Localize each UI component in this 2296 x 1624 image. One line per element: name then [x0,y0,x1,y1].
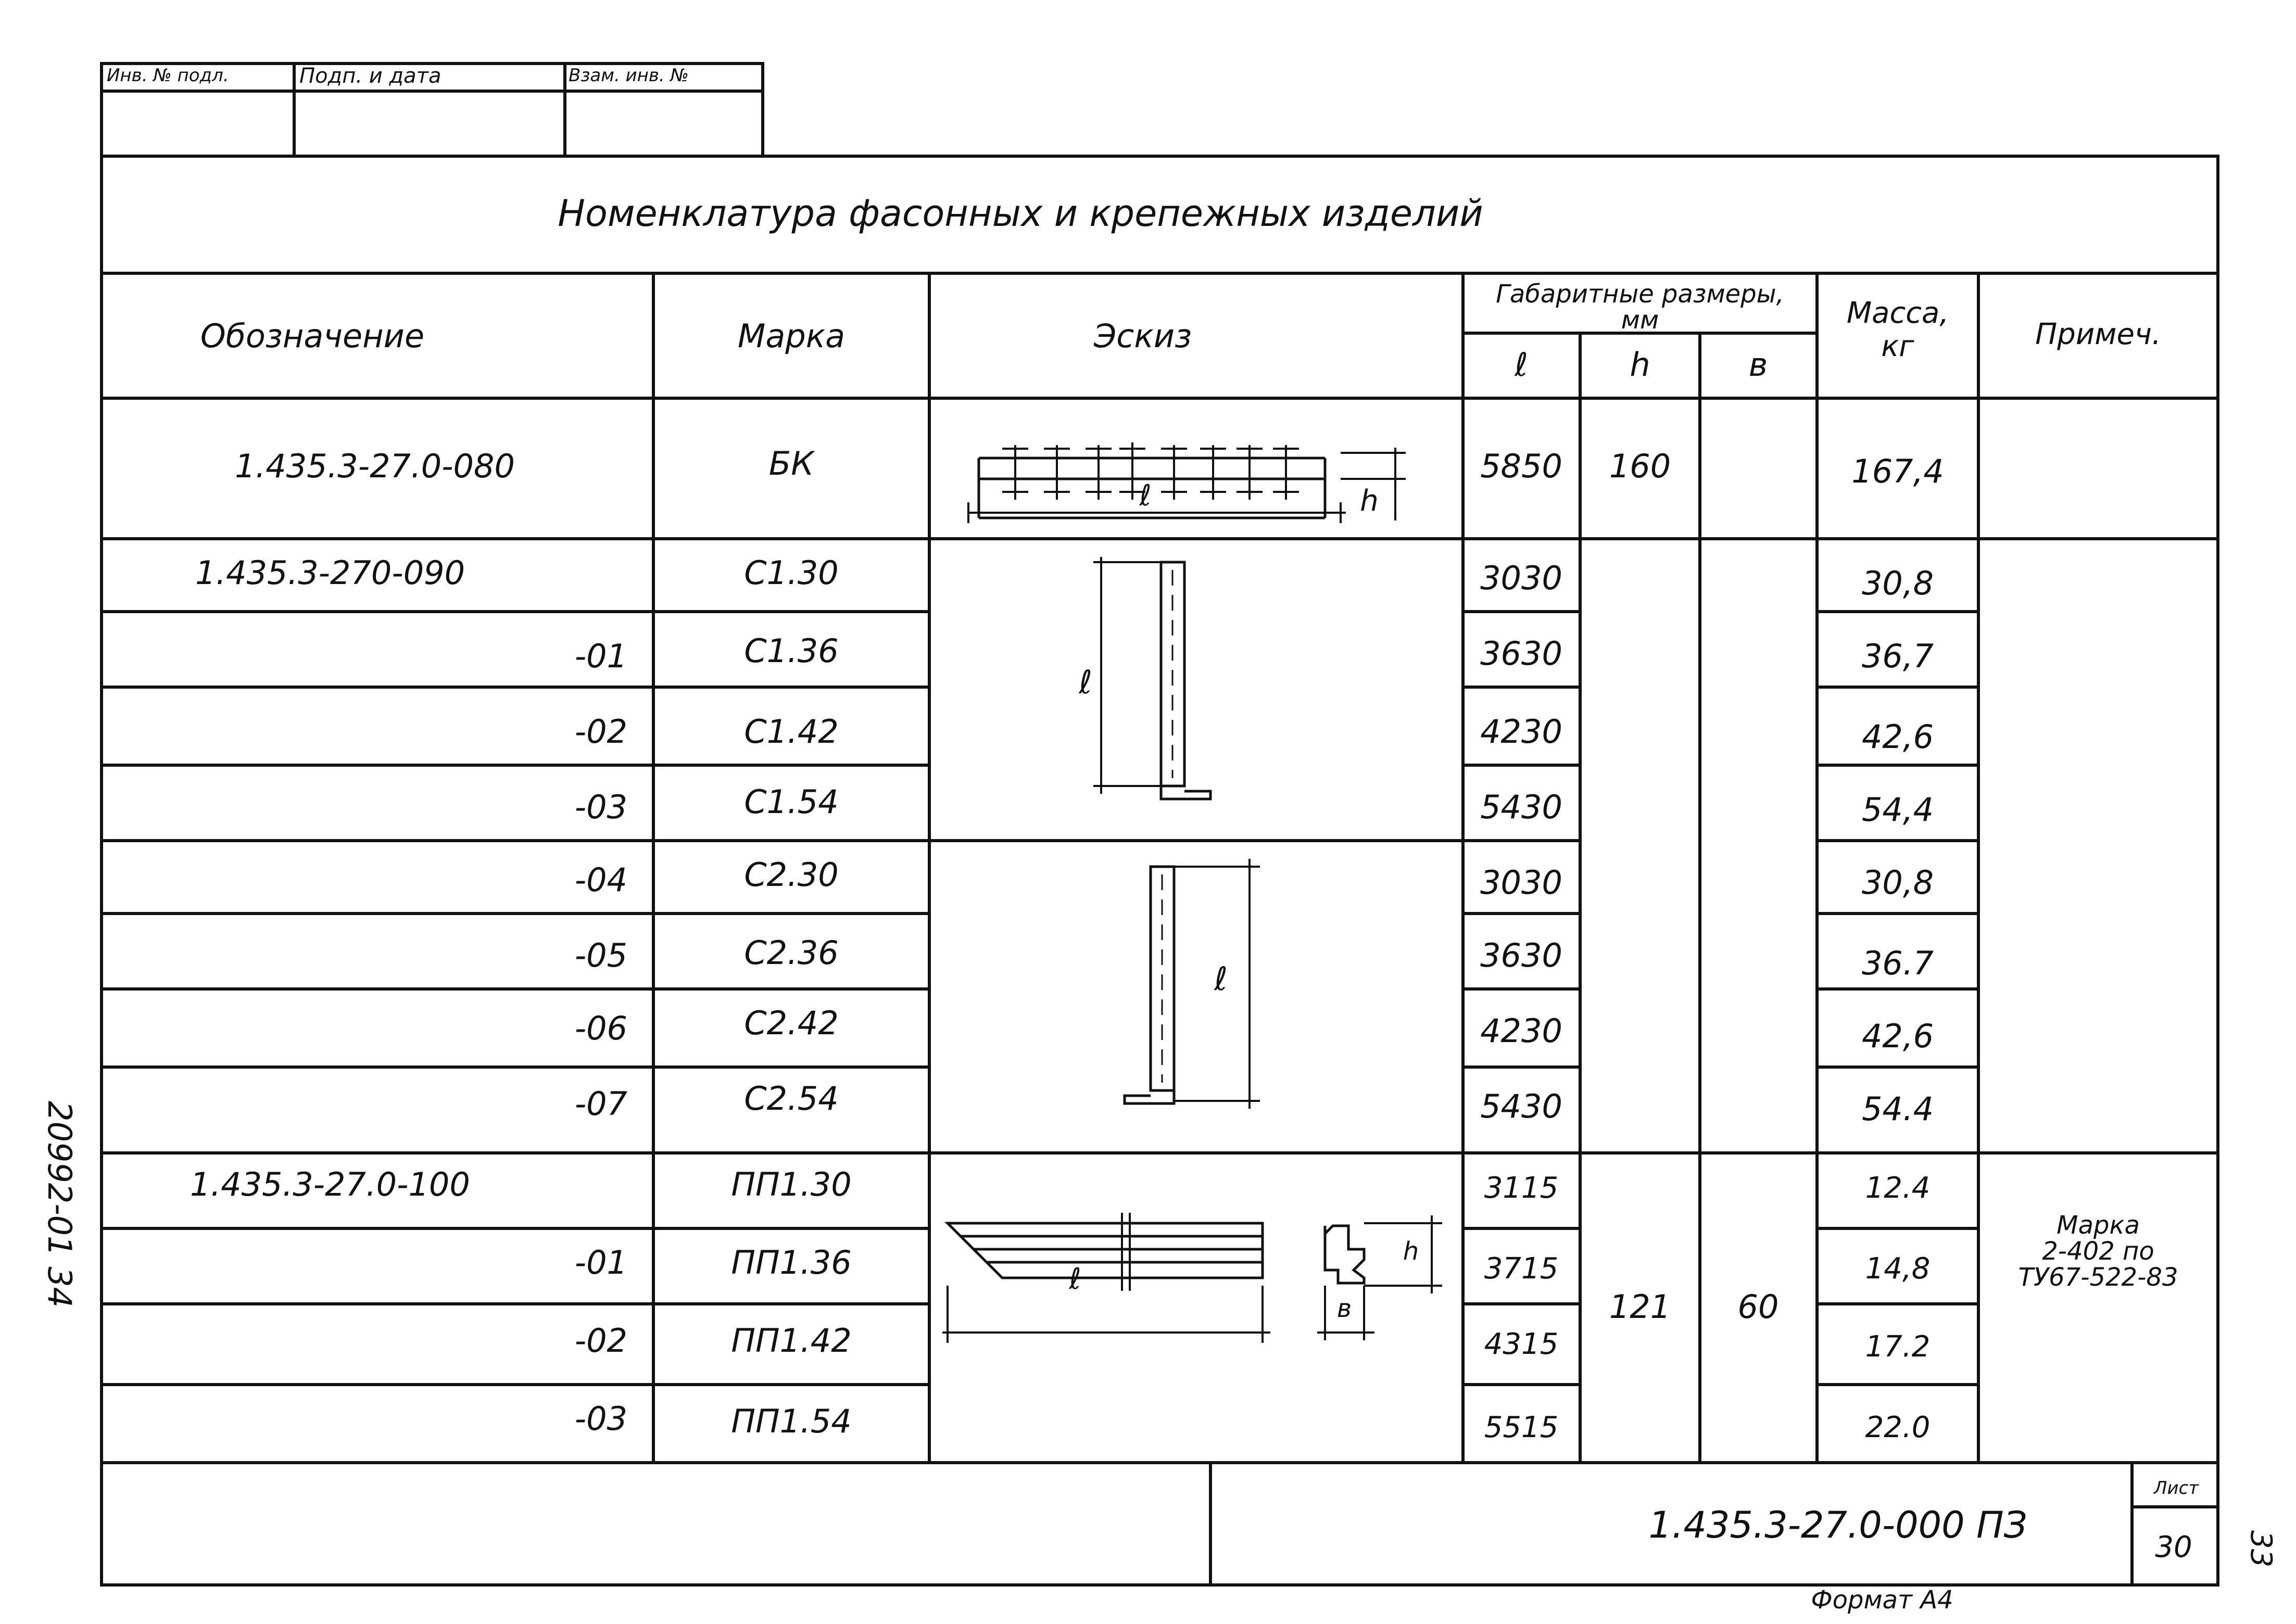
pp-note-line1: Марка [2057,1211,2140,1240]
row-designation: -04 [574,861,627,899]
format-label: Формат А4 [1811,1585,1953,1615]
header-note: Примеч. [2035,318,2161,351]
row-mass: 30,8 [1861,864,1934,902]
header-mark: Марка [737,317,846,355]
side-archive-number: 20992-01 34 [41,1101,79,1308]
row-mark: ПП1.42 [731,1322,852,1360]
row-dim-l: 3715 [1484,1252,1559,1286]
row-mass: 54.4 [1861,1090,1934,1128]
stamp-signature-date: Подп. и дата [299,64,441,88]
row-mass: 167,4 [1851,452,1944,490]
document-code: 1.435.3-27.0-000 ПЗ [1648,1504,2027,1546]
row-designation: -05 [574,936,627,974]
sketch-pp-label-l: ℓ [1069,1262,1081,1296]
pp-dim-h: 121 [1609,1288,1671,1326]
sheet-label: Лист [2153,1478,2199,1499]
row-mass: 42,6 [1861,1017,1934,1055]
page-title: Номенклатура фасонных и крепежных изделий [558,192,1483,235]
row-mass: 36,7 [1861,637,1934,675]
sketch-bk-label-l: ℓ [1139,479,1152,513]
row-dim-l: 3030 [1480,559,1562,597]
row-mark: С1.42 [744,713,839,751]
row-dim-l: 3115 [1484,1171,1559,1205]
side-page-number: 33 [2244,1530,2278,1568]
row-mass: 30,8 [1861,564,1934,602]
header-dim-l: ℓ [1515,346,1528,384]
row-designation: 1.435.3-27.0-080 [235,447,515,485]
row-dim-l: 5515 [1484,1411,1559,1444]
row-dim-l: 4230 [1480,713,1562,751]
row-dim-l: 5850 [1480,447,1562,485]
row-designation: 1.435.3-270-090 [195,554,465,592]
header-dim-h: h [1630,346,1650,384]
row-designation: -07 [574,1085,627,1123]
header-designation: Обозначение [200,317,425,355]
sketch-bk [968,442,1406,523]
row-mass: 54,4 [1861,791,1934,829]
row-dim-h: 160 [1609,447,1671,485]
row-mark: ПП1.30 [731,1165,852,1203]
sketch-c2-label-l: ℓ [1214,960,1228,998]
row-mass: 22.0 [1865,1411,1931,1444]
header-sketch: Эскиз [1093,317,1192,355]
row-mark: С2.54 [744,1080,839,1118]
stamp-inv-no: Инв. № подл. [107,65,229,86]
sketch-c1 [1093,557,1210,799]
sketch-c2 [1125,859,1260,1109]
row-mass: 14,8 [1865,1252,1931,1286]
row-designation: 1.435.3-27.0-100 [190,1165,470,1203]
row-mark: БК [768,445,814,483]
row-mass: 42,6 [1861,718,1934,756]
row-designation: -02 [574,713,627,751]
sheet-number: 30 [2155,1530,2192,1564]
row-mark: С2.42 [744,1004,839,1042]
row-mark: С1.30 [744,554,839,592]
row-designation: -03 [574,788,627,826]
row-mass: 36.7 [1861,944,1934,982]
row-designation: -02 [574,1322,627,1360]
sketch-bk-label-h: h [1360,484,1379,518]
row-mark: ПП1.54 [731,1402,852,1440]
sketch-c1-label-l: ℓ [1079,663,1092,701]
pp-note-line3: ТУ67-522-83 [2018,1263,2178,1292]
row-designation: -03 [574,1400,627,1438]
row-dim-l: 3630 [1480,635,1562,673]
row-dim-l: 4315 [1484,1327,1559,1361]
pp-note-line2: 2-402 по [2042,1237,2154,1266]
row-mark: С2.36 [744,934,839,972]
sketch-pp-label-b: в [1336,1294,1352,1323]
row-mark: С1.54 [744,783,839,821]
row-dim-l: 5430 [1480,788,1562,826]
row-designation: -06 [574,1009,627,1047]
row-designation: -01 [574,637,627,675]
row-mark: С1.36 [744,632,839,670]
row-dim-l: 3030 [1480,864,1562,902]
row-mass: 12.4 [1865,1171,1931,1205]
pp-dim-b: 60 [1737,1288,1779,1326]
sketch-pp-label-h: h [1403,1237,1419,1266]
sketch-pp [942,1213,1442,1343]
row-dim-l: 3630 [1480,936,1562,974]
header-dims-group: Габаритные размеры, мм [1496,280,1784,335]
row-mark: С2.30 [744,856,839,894]
header-dim-b: в [1748,346,1768,384]
row-dim-l: 5430 [1480,1087,1562,1125]
row-mass: 17.2 [1865,1330,1931,1364]
row-mark: ПП1.36 [731,1244,852,1282]
row-dim-l: 4230 [1480,1012,1562,1050]
row-designation: -01 [574,1244,627,1282]
stamp-replace-inv: Взам. инв. № [569,65,689,86]
header-mass: Масса, кг [1846,296,1949,364]
